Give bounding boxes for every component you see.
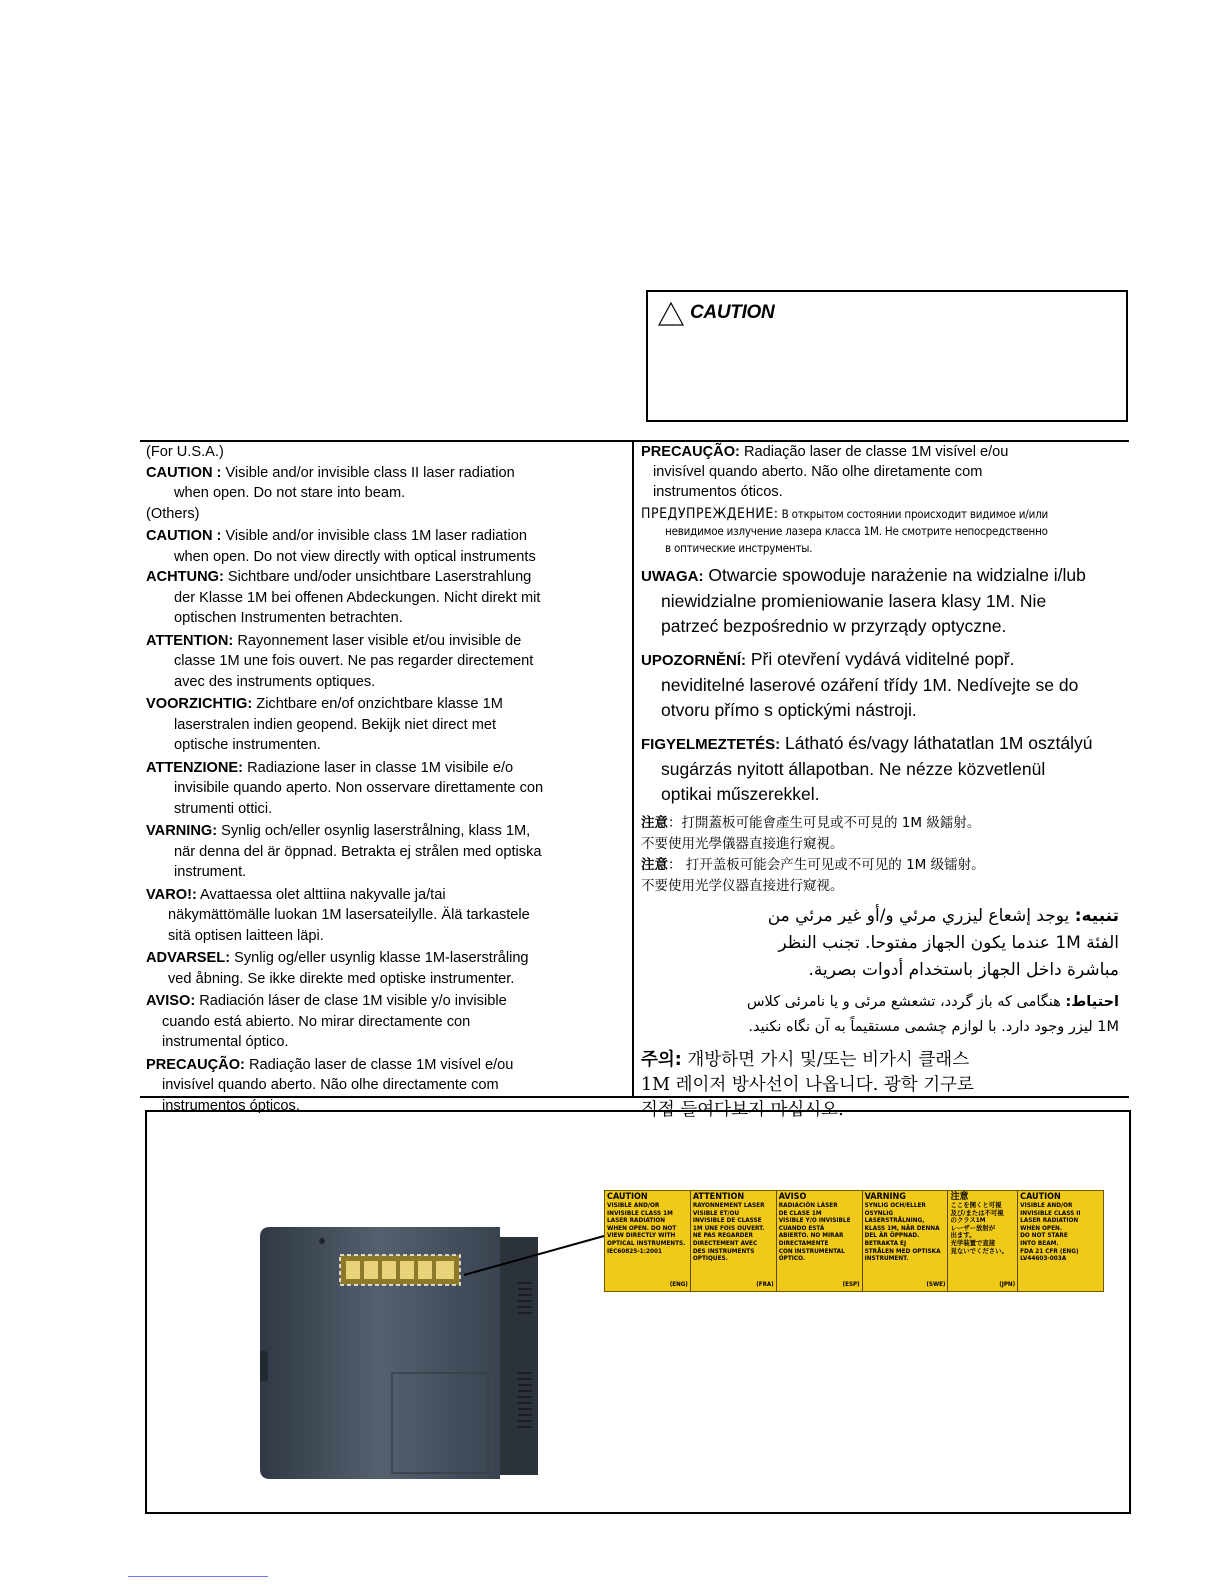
warning-sv: VARNING: Synlig och/eller osynlig laserstrålning, klass 1M, när denna del är öppnad. Betrakta ej strålen med optiska instrument. — [146, 823, 542, 880]
warning-it: ATTENZIONE: Radiazione laser in classe 1M visibile e/o invisibile quando aperto. Non osservare direttamente con strumenti ottici. — [146, 759, 544, 817]
warning-en-usa: CAUTION : Visible and/or invisible class II laser radiation when open. Do not stare into beam. — [146, 464, 515, 501]
divider-vertical — [632, 440, 634, 1097]
label-col-esp: AVISO RADIACIÓN LÁSER DE CLASE 1M VISIBLE Y/O INVISIBLE CUANDO ESTÁ ABIERTO. NO MIRAR DIRECTAMENTE CON INSTRUMENTAL ÓPTICO. (ESP) — [777, 1191, 863, 1291]
leader-line — [460, 1228, 620, 1278]
footer-rule — [128, 1576, 268, 1577]
warning-de: ACHTUNG: Sichtbare und/oder unsichtbare Laserstrahlung der Klasse 1M bei offenen Abdeckungen. Nicht direkt mit optischen Instrumenten betrachten. — [146, 569, 541, 626]
warning-nl: VOORZICHTIG: Zichtbare en/of onzichtbare klasse 1M laserstralen indien geopend. Bekijk niet direct met optische instrumenten. — [146, 696, 503, 753]
warning-ko: 주의: 개방하면 가시 및/또는 비가시 클래스 1M 레이저 방사선이 나옵니다. 광학 기구로 직접 들여다보지 마십시오. — [641, 1050, 974, 1120]
warning-cs: UPOZORNĚNÍ: Při otevření vydává viditelné popř. neviditelné laserové ozáření třídy 1M. Nedívejte se do otvoru přímo s optickými nástroji. — [641, 649, 1079, 720]
label-col-fra: ATTENTION RAYONNEMENT LASER VISIBLE ET/OU INVISIBLE DE CLASSE 1M UNE FOIS OUVERT. NE PAS REGARDER DIRECTEMENT AVEC DES INSTRUMENTS OPTIQUES. (FRA) — [691, 1191, 777, 1291]
label-col-eng: CAUTION VISIBLE AND/OR INVISIBLE CLASS 1M LASER RADIATION WHEN OPEN. DO NOT VIEW DIRECTLY WITH OPTICAL INSTRUMENTS. IEC60825-1:2001 (ENG) — [605, 1191, 691, 1291]
warning-pl: UWAGA: Otwarcie spowoduje narażenie na widzialne i/lub niewidzialne promieniowanie lasera klasy 1M. Nie patrzeć bezpośrednio w przyrządy optyczne. — [641, 565, 1086, 636]
right-warnings — [641, 442, 1129, 1123]
warning-fa: احتیاط: هنگامی که باز گردد، تشعشع مرئی و یا نامرئی کلاس 1M لیزر وجود دارد. با لوازم چشمی مستقیماً به آن نگاه نکنید. — [746, 994, 1119, 1035]
warning-en: CAUTION : Visible and/or invisible class 1M laser radiation when open. Do not view directly with optical instruments — [146, 528, 536, 565]
caution-box — [646, 290, 1128, 422]
laser-warning-label — [604, 1190, 1104, 1292]
note-others: (Others) — [146, 505, 200, 522]
warning-fi: VARO!: Avattaessa olet alttiina nakyvalle ja/tai näkymättömälle luokan 1M lasersateilylle. Älä tarkastele sitä optisen laitteen läpi. — [146, 886, 530, 944]
warning-pt-br: PRECAUÇÃO: Radiação laser de classe 1M visível e/ou invisível quando aberto. Não olhe diretamente com instrumentos óticos. — [641, 444, 1009, 500]
warning-fr: ATTENTION: Rayonnement laser visible et/ou invisible de classe 1M une fois ouvert. Ne pas regarder directement avec des instruments optiques. — [146, 632, 534, 690]
left-warnings — [146, 442, 632, 1116]
warning-es: AVISO: Radiación láser de clase 1M visible y/o invisible cuando está abierto. No mirar directamente con instrumental óptico. — [146, 993, 507, 1050]
warning-ar: تنبيه: يوجد إشعاع ليزري مرئي و/أو غير مرئي من الفئة 1M عندما يكون الجهاز مفتوحا. تجنب النظر مباشرة داخل الجهاز باستخدام أدوات بصرية. — [767, 906, 1119, 980]
label-col-jpn: 注意 ここを開くと可視 及び/または不可視 のクラス1M レーザー放射が 出ます。 光学装置で直接 見ないでください。 (JPN) — [948, 1191, 1018, 1291]
warning-pt-eu: PRECAUÇÃO: Radiação laser de classe 1M visível e/ou invisível quando aberto. Não olhe directamente com instrumentos ópticos. — [146, 1056, 514, 1114]
warning-zh-cn: 注意： 打开盖板可能会产生可见或不可见的 1M 级镭射。 不要使用光学仪器直接进行窥视。 — [641, 857, 985, 894]
warning-da: ADVARSEL: Synlig og/eller usynlig klasse 1M-laserstråling ved åbning. Se ikke direkte med optiske instrumenter. — [146, 950, 529, 987]
warning-zh-tw: 注意：打開蓋板可能會產生可見或不可見的 1M 級鐳射。 不要使用光學儀器直接進行窺視。 — [641, 815, 981, 852]
label-col-usa: CAUTION VISIBLE AND/OR INVISIBLE CLASS II LASER RADIATION WHEN OPEN. DO NOT STARE INTO BEAM. FDA 21 CFR (ENG) LV44603-003A — [1020, 1192, 1081, 1263]
warning-triangle-icon — [658, 302, 684, 326]
note-usa: (For U.S.A.) — [146, 444, 224, 460]
caution-title: CAUTION — [690, 302, 775, 323]
warning-ru: ПРЕДУПРЕЖДЕНИЕ: В открытом состоянии происходит видимое и/или невидимое излучение лазера класса 1M. Не смотрите непосредственно в оптические инструменты. — [641, 506, 1049, 555]
label-col-swe: VARNING SYNLIG OCH/ELLER OSYNLIG LASERSTRÅLNING, KLASS 1M, NÄR DENNA DEL ÄR ÖPPNAD. BETRAKTA EJ STRÅLEN MED OPTISKA INSTRUMENT. (SWE) — [863, 1191, 949, 1291]
warning-hu: FIGYELMEZTETÉS: Látható és/vagy láthatatlan 1M osztályú sugárzás nyitott állapotban. Ne nézze közvetlenül optikai műszerekkel. — [641, 733, 1093, 804]
